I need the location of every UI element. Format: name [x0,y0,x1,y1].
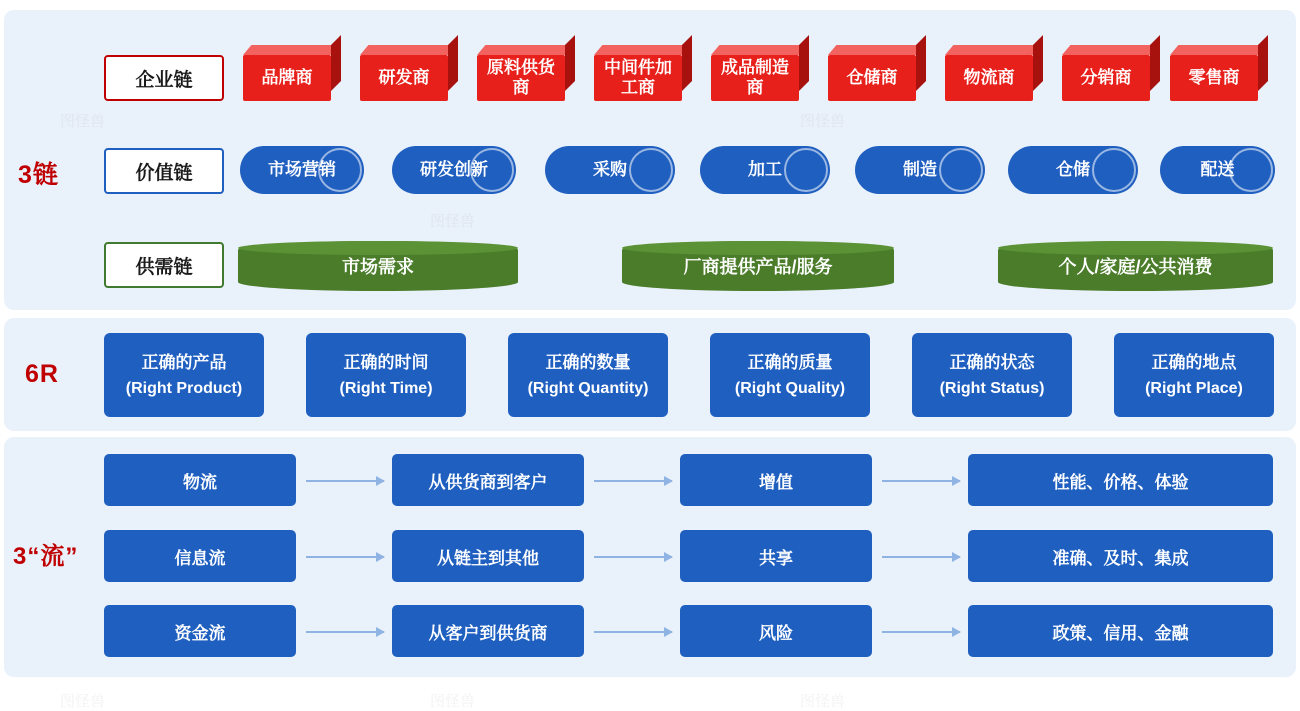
value-chain-node-label: 加工 [748,160,782,180]
circle-icon [629,148,673,192]
six-r-item-cn: 正确的数量 [545,352,631,372]
flow-attrs[interactable] [968,454,1273,506]
box-top-face [477,45,573,55]
flow-attrs-label: 政策、信用、金融 [1052,623,1189,643]
flow-arrow [306,480,384,482]
row-label-three-flows: 3“流” [13,543,79,570]
enterprise-node[interactable] [1170,45,1258,91]
value-chain-node[interactable] [1160,146,1275,194]
six-r-item[interactable] [306,333,466,417]
value-chain-node-label: 制造 [903,160,937,180]
six-r-item-cn: 正确的质量 [747,352,833,372]
six-r-item-en: (Right Quality) [734,379,846,397]
enterprise-node[interactable] [945,45,1033,91]
value-chain-node[interactable] [1008,146,1138,194]
six-r-item-cn: 正确的状态 [949,352,1035,372]
value-chain-node[interactable] [700,146,830,194]
flow-path-label: 从供货商到客户 [428,472,548,492]
six-r-item[interactable] [912,333,1072,417]
enterprise-node-label: 研发商 [360,55,448,101]
flow-effect[interactable] [680,454,872,506]
six-r-item-en: (Right Product) [125,379,243,397]
six-r-item-cn: 正确的时间 [343,352,429,372]
six-r-item-en: (Right Status) [939,379,1045,397]
box-top-face [828,45,924,55]
enterprise-node[interactable] [828,45,916,91]
six-r-item-en: (Right Quantity) [527,379,649,397]
flow-arrow [594,631,672,633]
circle-icon [1229,148,1273,192]
flow-arrow [882,480,960,482]
row-label-six-r: 6R [25,360,59,388]
enterprise-node-label: 品牌商 [243,55,331,101]
box-top-face [360,45,456,55]
tag-supply-demand-chain: 供需链 [104,242,224,288]
six-r-item-en: (Right Place) [1145,379,1243,397]
flow-name-label: 信息流 [174,548,226,568]
value-chain-node-label: 配送 [1200,160,1235,180]
flow-name[interactable] [104,605,296,657]
box-top-face [711,45,807,55]
flow-arrow [306,631,384,633]
flow-attrs[interactable] [968,530,1273,582]
six-r-item-cn: 正确的产品 [141,352,227,372]
flow-path[interactable] [392,454,584,506]
enterprise-node-label: 原料供货商 [477,55,565,101]
value-chain-node-label: 研发创新 [420,160,488,180]
value-chain-node-label: 市场营销 [268,160,336,180]
supply-demand-node-label: 市场需求 [342,257,414,277]
six-r-item-en: (Right Time) [339,379,433,397]
enterprise-node[interactable] [711,45,799,97]
flow-effect-label: 增值 [759,472,793,492]
supply-demand-node[interactable] [622,241,894,291]
value-chain-node[interactable] [855,146,985,194]
value-chain-node-label: 仓储 [1056,160,1090,180]
flow-name-label: 物流 [183,472,217,492]
six-r-item-cn: 正确的地点 [1151,352,1237,372]
enterprise-node[interactable] [1062,45,1150,91]
flow-arrow [882,556,960,558]
row-label-three-chains: 3链 [18,161,59,189]
six-r-item[interactable] [710,333,870,417]
flow-arrow [882,631,960,633]
flow-path[interactable] [392,530,584,582]
circle-icon [318,148,362,192]
enterprise-node[interactable] [477,45,565,97]
circle-icon [784,148,828,192]
enterprise-node[interactable] [360,45,448,91]
flow-effect[interactable] [680,530,872,582]
flow-name-label: 资金流 [174,623,226,643]
value-chain-node[interactable] [545,146,675,194]
flow-arrow [306,556,384,558]
enterprise-node-label: 分销商 [1062,55,1150,101]
flow-path-label: 从链主到其他 [437,548,539,568]
circle-icon [939,148,983,192]
circle-icon [1092,148,1136,192]
tag-value-chain: 价值链 [104,148,224,194]
flow-name[interactable] [104,454,296,506]
watermark: 图怪兽 [430,693,476,710]
watermark: 图怪兽 [60,693,106,710]
flow-effect-label: 共享 [759,548,793,568]
six-r-item[interactable] [508,333,668,417]
circle-icon [470,148,514,192]
flow-name[interactable] [104,530,296,582]
value-chain-node-label: 采购 [593,160,627,180]
box-top-face [1170,45,1266,55]
value-chain-node[interactable] [392,146,516,194]
enterprise-node-label: 物流商 [945,55,1033,101]
flow-path-label: 从客户到供货商 [428,623,548,643]
supply-demand-node[interactable] [238,241,518,291]
tag-enterprise-chain: 企业链 [104,55,224,101]
flow-effect-label: 风险 [759,623,793,643]
enterprise-node[interactable] [594,45,682,97]
enterprise-node[interactable] [243,45,331,91]
box-top-face [594,45,690,55]
enterprise-node-label: 中间件加工商 [594,55,682,101]
supply-demand-node-label: 厂商提供产品/服务 [683,257,833,277]
flow-path[interactable] [392,605,584,657]
supply-demand-node[interactable] [998,241,1273,291]
flow-arrow [594,556,672,558]
box-top-face [1062,45,1158,55]
watermark: 图怪兽 [800,693,846,710]
flow-attrs-label: 性能、价格、体验 [1052,472,1189,492]
enterprise-node-label: 成品制造商 [711,55,799,101]
box-top-face [945,45,1041,55]
supply-demand-node-label: 个人/家庭/公共消费 [1058,257,1213,277]
enterprise-node-label: 仓储商 [828,55,916,101]
flow-attrs-label: 准确、及时、集成 [1052,548,1189,568]
box-top-face [243,45,339,55]
flow-attrs[interactable] [968,605,1273,657]
six-r-item[interactable] [104,333,264,417]
value-chain-node[interactable] [240,146,364,194]
flow-arrow [594,480,672,482]
six-r-item[interactable] [1114,333,1274,417]
enterprise-node-label: 零售商 [1170,55,1258,101]
flow-effect[interactable] [680,605,872,657]
